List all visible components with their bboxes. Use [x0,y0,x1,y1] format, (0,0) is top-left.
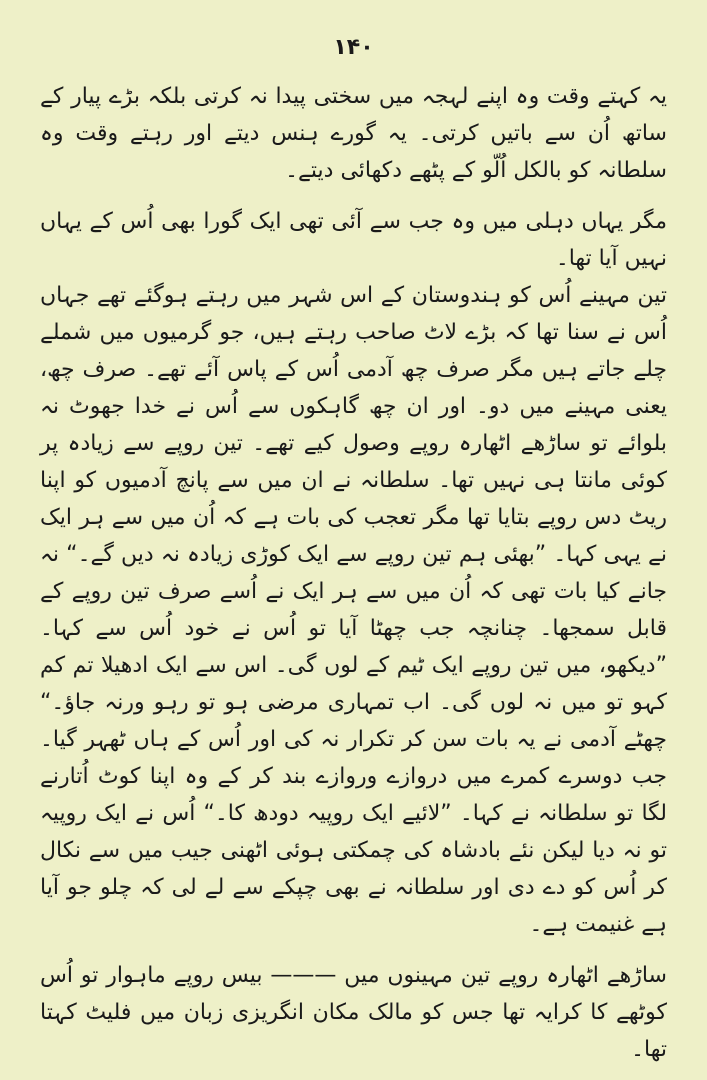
paragraph: مگر یہاں دہلی میں وہ جب سے آئی تھی ایک گورا بھی اُس کے یہاں نہیں آیا تھا۔ [40,209,667,271]
page-number: ۱۴۰ [333,35,374,60]
paragraph: ساڑھے اٹھارہ روپے تین مہینوں میں ——— بیس روپے ماہوار تو اُس کوٹھے کا کرایہ تھا جس کو مالک مکان انگریزی زبان میں فلیٹ کہتا تھا۔ [40,963,667,1062]
paragraph: تین مہینے اُس کو ہندوستان کے اس شہر میں رہتے ہوگئے تھے جہاں اُس نے سنا تھا کہ بڑے لاٹ صاحب رہتے ہیں، جو گرمیوں میں شملے چلے جاتے ہیں مگر صرف چھ آدمی اُس کے پاس آئے تھے۔ صرف چھ، یعنی مہینے میں دو۔ اور ان چھ گاہکوں سے اُس نے خدا جھوٹ نہ بلوائے تو ساڑھے اٹھارہ روپے وصول کیے تھے۔ تین روپے سے زیادہ پر کوئی مانتا ہی نہیں تھا۔ سلطانہ نے ان میں سے پانچ آدمیوں کو اپنا ریٹ دس روپے بتایا تھا مگر تعجب کی بات ہے کہ اُن میں سے ہر ایک نے یہی کہا۔ ”بھئی ہم تین روپے سے ایک کوڑی زیادہ نہ دیں گے۔“ نہ جانے کیا بات تھی کہ اُن میں سے ہر ایک نے اُسے صرف تین روپے کے قابل سمجھا۔ چنانچہ جب چھٹا آیا تو اُس نے خود اُس سے کہا۔ ”دیکھو، میں تین روپے ایک ٹیم کے لوں گی۔ اس سے ایک ادھیلا تم کم کہو تو میں نہ لوں گی۔ اب تمہاری مرضی ہو تو رہو ورنہ جاؤ۔“ چھٹے آدمی نے یہ بات سن کر تکرار نہ کی اور اُس کے ہاں ٹھہر گیا۔ جب دوسرے کمرے میں دروازے وروازے بند کر کے وہ اپنا کوٹ اُتارنے لگا تو سلطانہ نے کہا۔ ”لائیے ایک روپیہ دودھ کا۔“ اُس نے ایک روپیہ تو نہ دیا لیکن نئے بادشاہ کی چمکتی ہوئی اٹھنی جیب میں سے نکال کر اُس کو دے دی اور سلطانہ نے بھی چپکے سے لے لی کہ چلو جو آیا ہے غنیمت ہے۔ [40,283,667,937]
paragraph: یہ کہتے وقت وہ اپنے لہجہ میں سختی پیدا نہ کرتی بلکہ بڑے پیار کے ساتھ اُن سے باتیں کرتی۔ یہ گورے ہنس دیتے اور رہتے وقت وہ سلطانہ کو بالکل اُلّو کے پٹھے دکھائی دیتے۔ [40,84,667,183]
page-body [40,78,667,1068]
